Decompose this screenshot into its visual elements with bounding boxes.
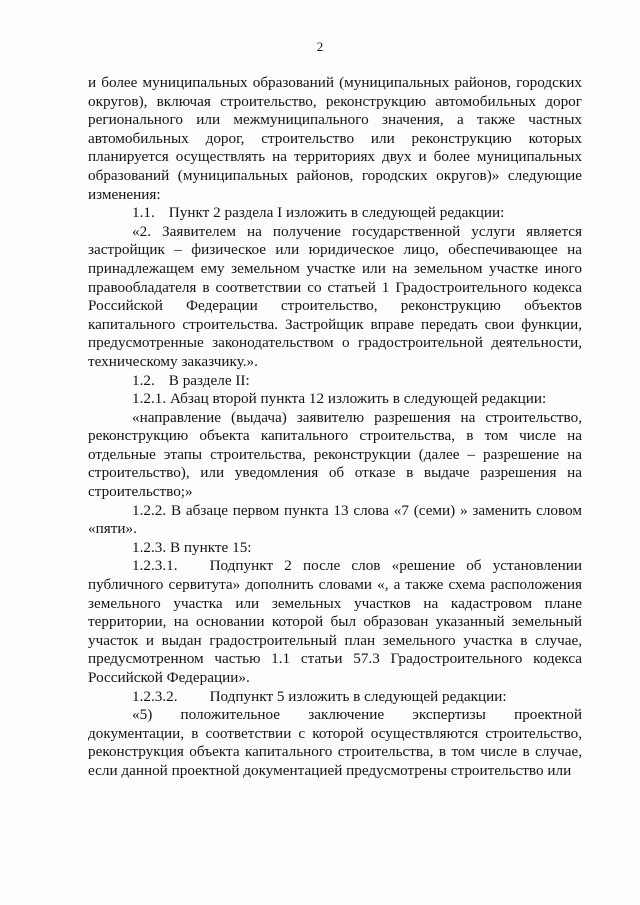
paragraph-intro: и более муниципальных образований (муниципальных районов, городских округов), включая строительство, реконструкцию автомобильных дорог регионального или межмуниципального значения, а также частных автомобильных дорог, строительство или реконструкцию которых планируется осуществлять на территориях двух и более муниципальных образований (муниципальных районов, городских округов)» следующие изменения: [88, 74, 582, 203]
item-1-1 [88, 204, 582, 223]
item-text: Подпункт 2 после слов «решение об установлении публичного сервитута» дополнить словами «, а также схема расположения земельного участка или земельных участков на кадастровом плане территории, на основании которой был образован указанный земельный участок и выдан градостроительный план земельного участка в случае, предусмотренном частью 1.1 статьи 57.3 Градостроительного кодекса Российской Федерации». [88, 557, 582, 686]
item-1-2 [88, 372, 582, 391]
paragraph-quote-permit: «направление (выдача) заявителю разрешения на строительство, реконструкцию объекта капитального строительства, в том числе на отдельные этапы строительства, реконструкции (далее – разрешение на строительство), или уведомления об отказе в выдаче разрешения на строительство;» [88, 408, 582, 501]
item-1-2-3: 1.2.3. В пункте 15: [132, 538, 252, 556]
item-text: Пункт 2 раздела I изложить в следующей редакции: [168, 204, 505, 222]
document-body [88, 74, 582, 781]
page-number: 2 [316, 39, 324, 54]
item-number: 1.2.3.2. [132, 687, 178, 705]
paragraph-quote-applicant: «2. Заявителем на получение государственной услуги является застройщик – физическое или юридическое лицо, обеспечивающее на принадлежащем ему земельном участке или на земельном участке иного правообладателя в соответствии со статьей 1 Градостроительного кодекса Российской Федерации строительство, реконструкцию объектов капитального строительства. Застройщик вправе передать свои функции, предусмотренные законодательством о градостроительной деятельности, техническому заказчику.». [88, 222, 582, 370]
item-1-2-3-2 [88, 688, 582, 707]
item-number: 1.2.3.1. [132, 557, 178, 575]
item-1-2-3-1 [88, 557, 582, 687]
item-text: В разделе II: [168, 371, 250, 389]
item-number: 1.2. [132, 371, 155, 389]
paragraph-quote-expertise: «5) положительное заключение экспертизы проектной документации, в соответствии с которой осуществляются строительство, реконструкция объекта капитального строительства, в том числе в случае, если данной проектной документацией предусмотрены строительство или [88, 706, 582, 779]
item-1-2-1: 1.2.1. Абзац второй пункта 12 изложить в следующей редакции: [132, 390, 547, 408]
item-text: Подпункт 5 изложить в следующей редакции: [209, 687, 507, 705]
item-number: 1.1. [132, 204, 155, 222]
item-1-2-2: 1.2.2. В абзаце первом пункта 13 слова «7 (семи) » заменить словом «пяти». [88, 501, 582, 538]
